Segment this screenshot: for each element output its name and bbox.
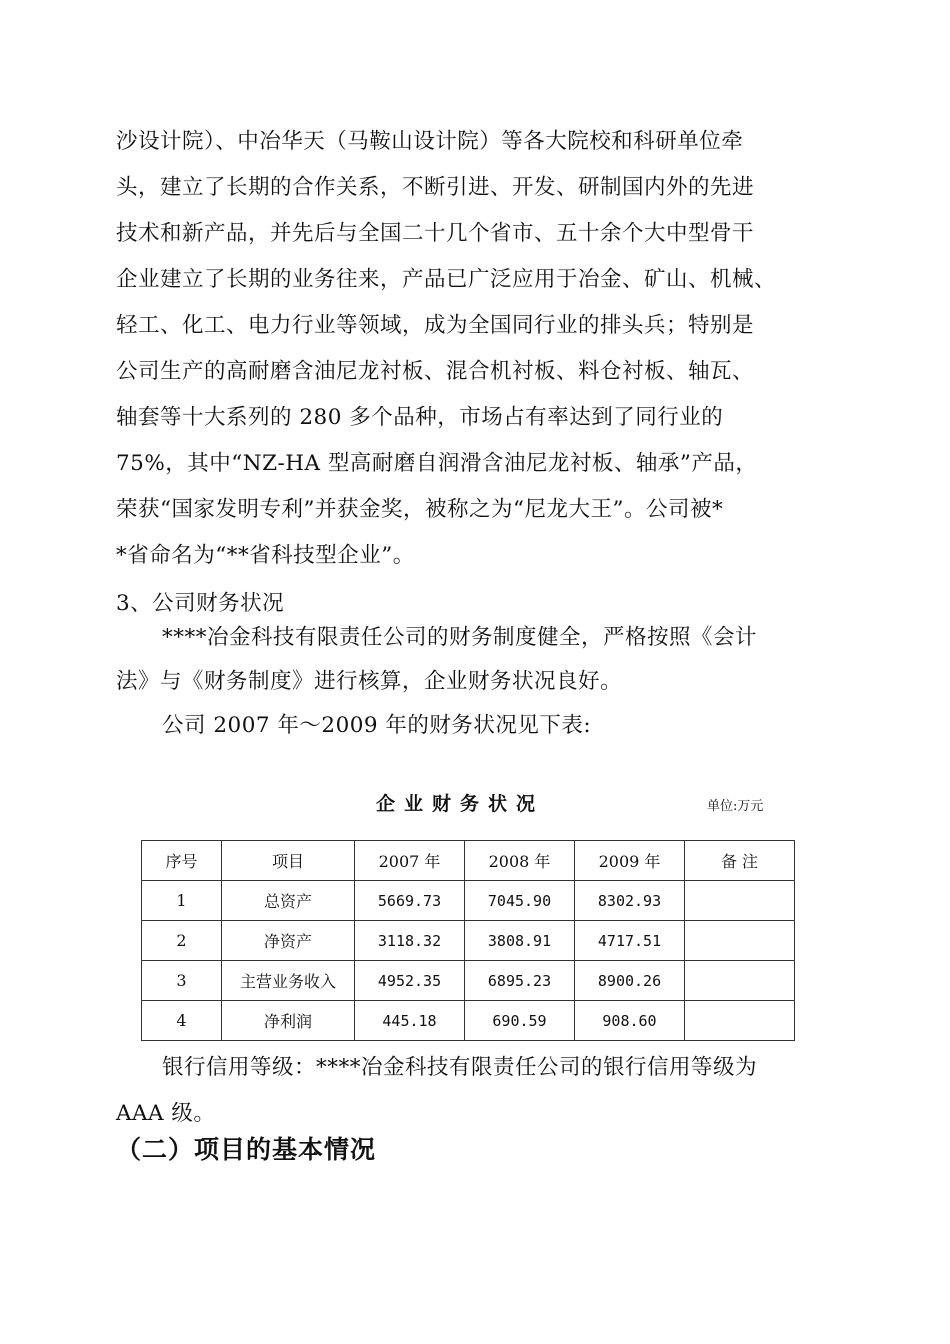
cell-item: 主营业务收入: [222, 961, 355, 1001]
cell-2008: 7045.90: [465, 881, 575, 921]
cell-2008: 690.59: [465, 1001, 575, 1041]
paragraph-line: 轻工、化工、电力行业等领域，成为全国同行业的排头兵；特别是: [116, 313, 755, 338]
header-cell: 2007 年: [355, 841, 465, 881]
cell-2007: 445.18: [355, 1001, 465, 1041]
header-cell: 备 注: [685, 841, 795, 881]
cell-item: 总资产: [222, 881, 355, 921]
credit-line: AAA 级。: [116, 1101, 216, 1126]
paragraph-line: 75%，其中“NZ-HA 型高耐磨自润滑含油尼龙衬板、轴承”产品，: [116, 451, 758, 476]
finance-line: 法》与《财务制度》进行核算，企业财务状况良好。: [116, 669, 623, 694]
paragraph-line: 荣获“国家发明专利”并获金奖，被称之为“尼龙大王”。公司被*: [116, 497, 724, 522]
section-3-title: 3、公司财务状况: [116, 591, 285, 616]
paragraph-line: 企业建立了长期的业务往来，产品已广泛应用于冶金、矿山、机械、: [116, 267, 777, 292]
table-row: [142, 921, 795, 961]
cell-2007: 4952.35: [355, 961, 465, 1001]
cell-2008: 3808.91: [465, 921, 575, 961]
paragraph-line: 技术和新产品，并先后与全国二十几个省市、五十余个大中型骨干: [116, 221, 755, 246]
cell-2008: 6895.23: [465, 961, 575, 1001]
cell-note: [685, 921, 795, 961]
header-cell: 2008 年: [465, 841, 575, 881]
cell-item: 净资产: [222, 921, 355, 961]
cell-2007: 5669.73: [355, 881, 465, 921]
table-unit: 单位:万元: [707, 799, 764, 814]
cell-2009: 8900.26: [575, 961, 685, 1001]
header-cell: 2009 年: [575, 841, 685, 881]
cell-2009: 908.60: [575, 1001, 685, 1041]
section-heading: （二）项目的基本情况: [116, 1135, 377, 1164]
header-cell: 序号: [142, 841, 222, 881]
paragraph-line: 公司生产的高耐磨含油尼龙衬板、混合机衬板、料仓衬板、轴瓦、: [116, 359, 755, 384]
cell-note: [685, 961, 795, 1001]
cell-index: 1: [142, 881, 222, 921]
header-cell: 项目: [222, 841, 355, 881]
cell-note: [685, 881, 795, 921]
cell-2007: 3118.32: [355, 921, 465, 961]
table-intro: 公司 2007 年～2009 年的财务状况见下表:: [162, 713, 592, 738]
cell-note: [685, 1001, 795, 1041]
table-row: [142, 1001, 795, 1041]
table-row: [142, 881, 795, 921]
paragraph-line: *省命名为“**省科技型企业”。: [116, 543, 415, 568]
cell-item: 净利润: [222, 1001, 355, 1041]
cell-2009: 8302.93: [575, 881, 685, 921]
finance-line: ****冶金科技有限责任公司的财务制度健全，严格按照《会计: [162, 625, 758, 650]
cell-index: 4: [142, 1001, 222, 1041]
cell-index: 3: [142, 961, 222, 1001]
paragraph-line: 头，建立了长期的合作关系，不断引进、开发、研制国内外的先进: [116, 175, 755, 200]
cell-2009: 4717.51: [575, 921, 685, 961]
table-title: 企业财务状况: [376, 793, 545, 815]
cell-index: 2: [142, 921, 222, 961]
paragraph-line: 沙设计院）、中冶华天（马鞍山设计院）等各大院校和科研单位牵: [116, 129, 744, 154]
financial-table: [141, 840, 795, 1041]
paragraph-line: 轴套等十大系列的 280 多个品种，市场占有率达到了同行业的: [116, 405, 724, 430]
credit-line: 银行信用等级：****冶金科技有限责任公司的银行信用等级为: [162, 1055, 758, 1080]
table-header-row: [142, 841, 795, 881]
table-row: [142, 961, 795, 1001]
